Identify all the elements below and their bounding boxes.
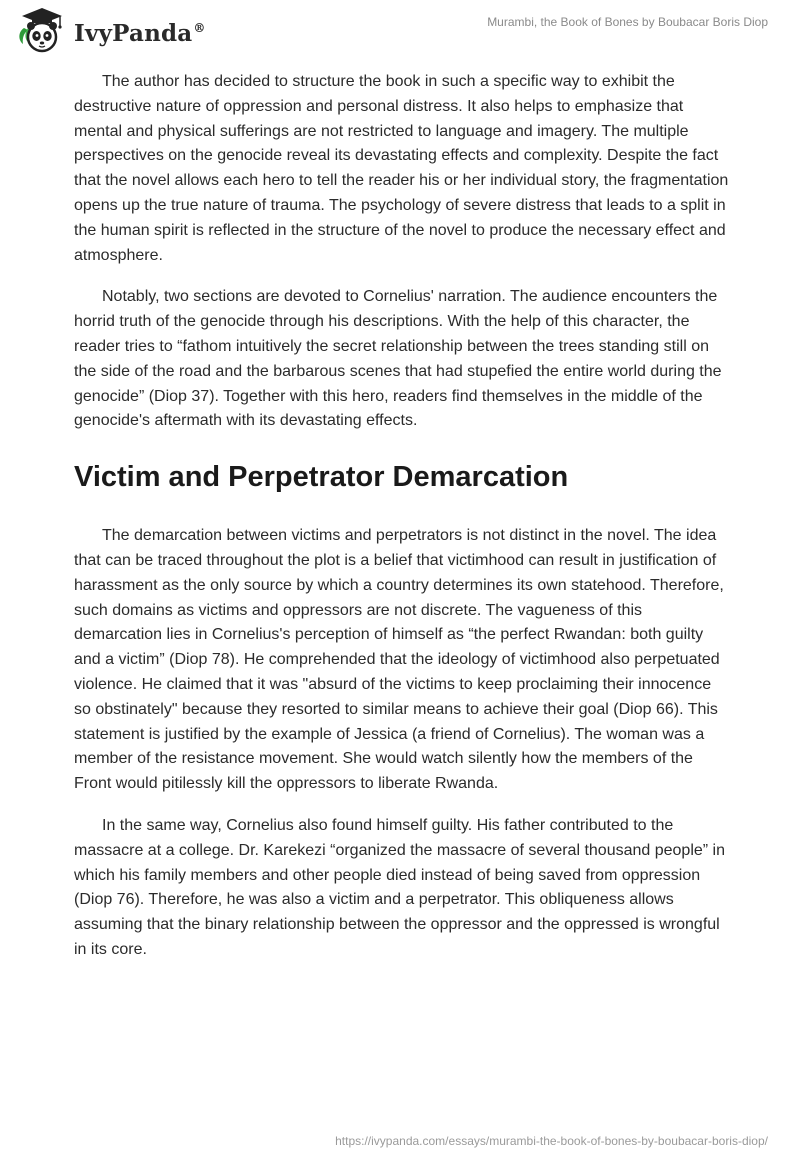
registered-mark: ® [193, 20, 206, 35]
brand-logo[interactable] [14, 6, 206, 56]
section-heading: Victim and Perpetrator Demarcation [74, 461, 569, 494]
paragraph-cornelius-narration: Notably, two sections are devoted to Cornelius' narration. The audience encounters the horrid truth of the genocide through his descriptions. With the help of this character, the reader tries to “fathom intuitively the secret relationship between the trees standing still on the side of the road and the barbarous scenes that had stupefied the entire world during the genocide” (Diop 37). Together with this hero, readers find themselves in the middle of the genocide's aftermath with its devastating effects. [74, 288, 722, 430]
page-header [0, 0, 800, 60]
paragraph-cornelius-guilt: In the same way, Cornelius also found himself guilty. His father contributed to the massacre at a college. Dr. Karekezi “organized the massacre of several thousand people” in which his family members and other people died instead of being saved from oppression (Diop 76). Therefore, he was also a victim and a perpetrator. This obliqueness allows assuming that the binary relationship between the oppressor and the oppressed is wrongful in its core. [74, 816, 726, 958]
essay-content [74, 70, 730, 980]
paragraph-demarcation: The demarcation between victims and perpetrators is not distinct in the novel. The idea that can be traced throughout the plot is a belief that victimhood can result in justification of harassment as the only source by which a country determines its own statehood. Therefore, such domains as victims and oppressors are not discrete. The vagueness of this demarcation lies in Cornelius's perception of himself as “the perfect Rwandan: both guilty and a victim” (Diop 78). He comprehended that the ideology of victimhood also perpetuated violence. He claimed that it was "absurd of the victims to keep proclaiming their innocence so obstinately" because they resorted to similar means to achieve their goal (Diop 66). This statement is justified by the example of Jessica (a friend of Cornelius). The woman was a member of the resistance movement. She would watch silently how the members of the Front would pitilessly kill the oppressors to liberate Rwanda. [74, 527, 724, 793]
brand-name: IvyPanda® [74, 19, 206, 47]
source-url[interactable]: https://ivypanda.com/essays/murambi-the-book-of-bones-by-boubacar-boris-diop/ [335, 1134, 768, 1148]
panda-logo-icon [14, 6, 70, 56]
document-title: Murambi, the Book of Bones by Boubacar Boris Diop [487, 15, 768, 29]
paragraph-structure: The author has decided to structure the book in such a specific way to exhibit the destructive nature of oppression and personal distress. It also helps to emphasize that mental and physical sufferings are not restricted to language and imagery. The multiple perspectives on the genocide reveal its devastating effects and complexity. Despite the fact that the novel allows each hero to tell the reader his or her individual story, the fragmentation opens up the true nature of trauma. The psychology of severe distress that leads to a split in the human spirit is reflected in the structure of the novel to produce the necessary effect and atmosphere. [74, 73, 729, 264]
